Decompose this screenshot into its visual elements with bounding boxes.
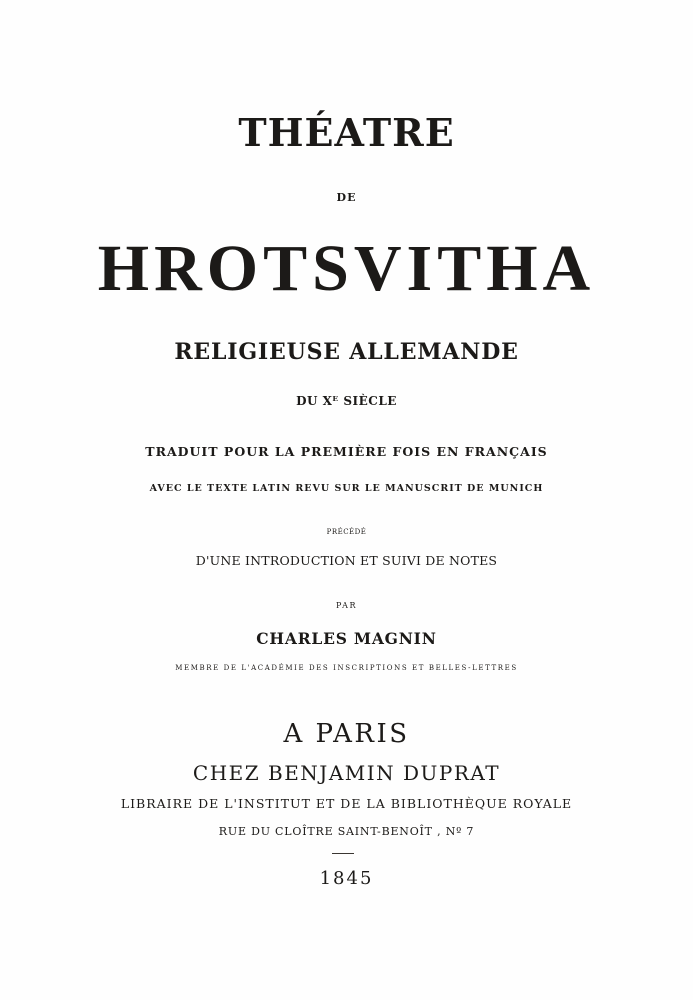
translation-note: TRADUIT POUR LA PREMIÈRE FOIS EN FRANÇAIS <box>145 444 548 459</box>
divider-rule <box>332 853 354 854</box>
title-heading: THÉATRE <box>238 110 455 155</box>
by-line: PAR <box>336 601 357 610</box>
century-line: DU Xᴱ SIÈCLE <box>296 394 397 408</box>
author-name: HROTSVITHA <box>97 232 596 305</box>
introduction-line: D'UNE INTRODUCTION ET SUIVI DE NOTES <box>195 553 498 568</box>
imprint-city: A PARIS <box>283 719 410 749</box>
imprint-publisher-title: LIBRAIRE DE L'INSTITUT ET DE LA BIBLIOTHÈQUE ROYALE <box>120 796 573 811</box>
subtitle: RELIGIEUSE ALLEMANDE <box>174 339 519 365</box>
title-preposition: DE <box>336 191 357 204</box>
imprint-year: 1845 <box>319 868 374 889</box>
latin-note: AVEC LE TEXTE LATIN REVU SUR LE MANUSCRIT DE MUNICH <box>149 483 544 494</box>
imprint-publisher: CHEZ BENJAMIN DUPRAT <box>192 761 501 785</box>
preceded-line: PRÉCÉDÉ <box>326 528 367 536</box>
imprint-address: RUE DU CLOÎTRE SAINT-BENOÎT , Nº 7 <box>218 825 475 838</box>
translator-name: CHARLES MAGNIN <box>256 629 437 648</box>
translator-title: MEMBRE DE L'ACADÉMIE DES INSCRIPTIONS ET BELLES-LETTRES <box>175 664 518 672</box>
